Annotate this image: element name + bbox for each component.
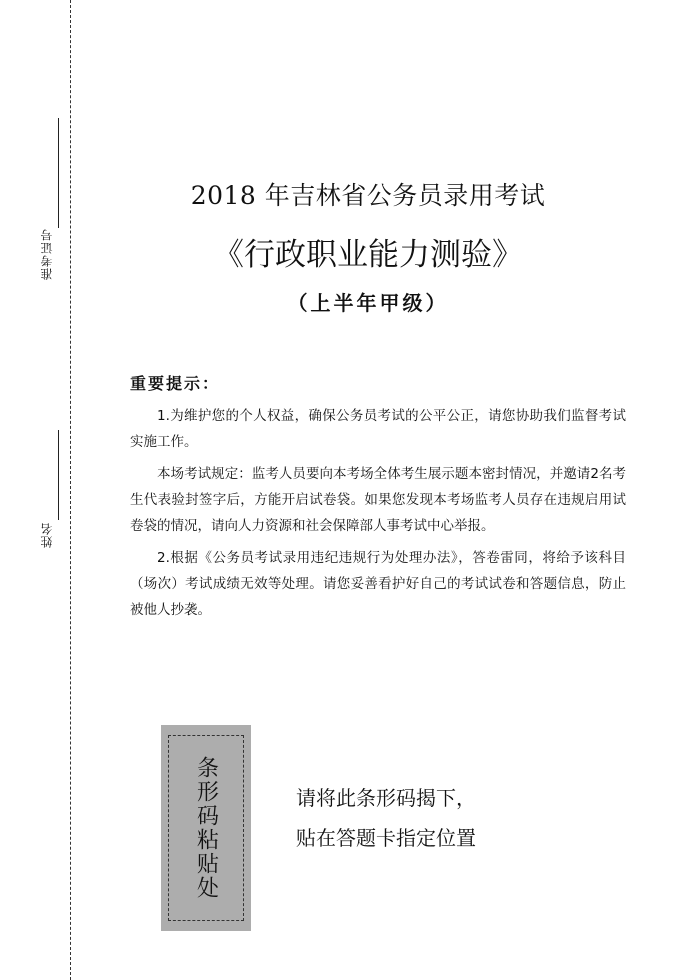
barcode-area	[161, 725, 251, 931]
name-label: 姓名	[40, 522, 54, 548]
exam-title: 2018 年吉林省公务员录用考试	[190, 181, 546, 210]
notice-heading: 重要提示：	[130, 374, 221, 393]
barcode-instruction-line: 贴在答题卡指定位置	[296, 826, 476, 850]
admission-number-label: 准考证号	[40, 228, 54, 280]
exam-level: （上半年甲级）	[287, 291, 449, 315]
notice-body	[130, 403, 626, 629]
name-write-line[interactable]	[58, 430, 59, 520]
barcode-label: 条形码粘贴处	[193, 756, 219, 900]
barcode-dashed-frame	[168, 735, 244, 921]
barcode-instruction-line: 请将此条形码揭下，	[296, 786, 476, 810]
exam-subject: 《行政职业能力测验》	[213, 237, 523, 273]
notice-paragraph: 1.为维护您的个人权益，确保公务员考试的公平公正，请您协助我们监督考试实施工作。	[130, 408, 626, 450]
binding-cut-line	[70, 0, 71, 980]
notice-paragraph: 2.根据《公务员考试录用违纪违规行为处理办法》，答卷雷同，将给予该科目（场次）考试成绩无效等处理。请您妥善看护好自己的考试试卷和答题信息，防止被他人抄袭。	[130, 550, 626, 618]
barcode-instruction	[296, 778, 476, 858]
notice-paragraph: 本场考试规定：监考人员要向本考场全体考生展示题本密封情况，并邀请2名考生代表验封签字后，方能开启试卷袋。如果您发现本考场监考人员存在违规启用试卷袋的情况，请向人力资源和社会保障部人事考试中心举报。	[130, 466, 626, 534]
